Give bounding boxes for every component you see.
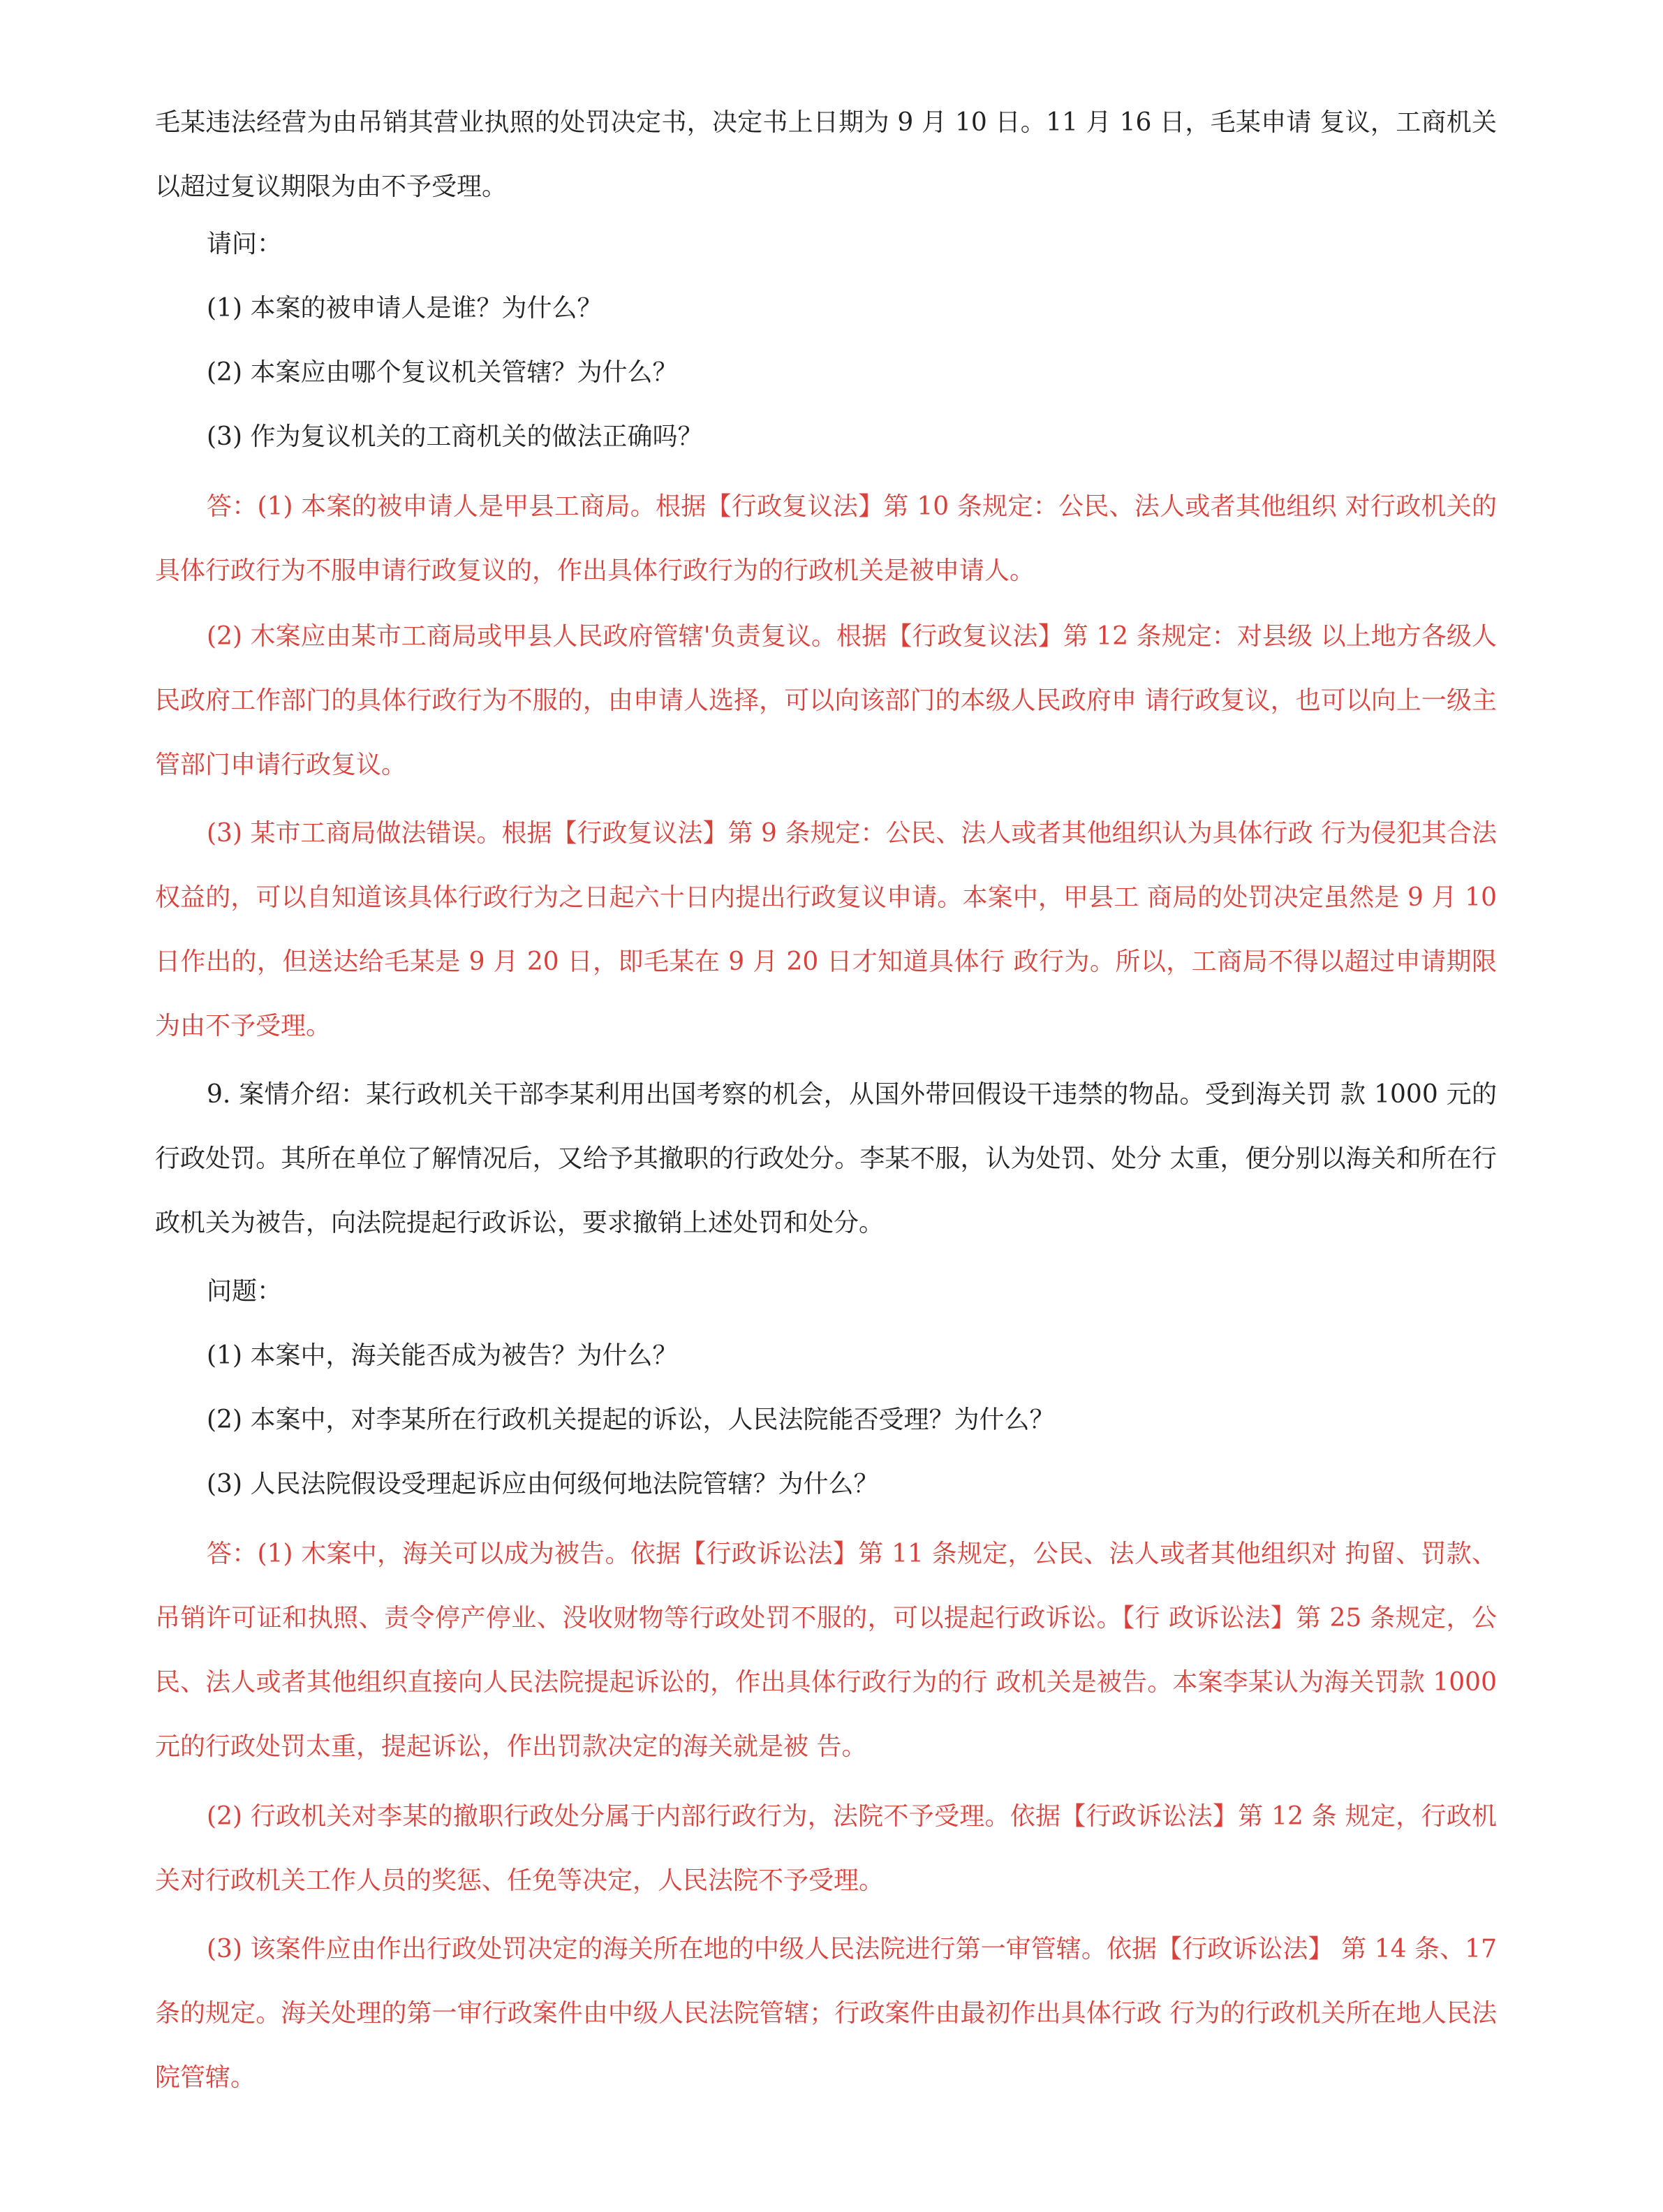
- case-9-answer-2: (2) 行政机关对李某的撤职行政处分属于内部行政行为，法院不予受理。依据【行政诉讼法】第 12 条 规定，行政机关对行政机关工作人员的奖惩、任免等决定，人民法院不予受理。: [155, 1802, 1497, 1895]
- case-continuation-paragraph: 毛某违法经营为由吊销其营业执照的处罚决定书，决定书上日期为 9 月 10 日。11 月 16 日，毛某申请 复议，工商机关以超过复议期限为由不予受理。: [155, 108, 1497, 201]
- question-3: (3) 作为复议机关的工商机关的做法正确吗？: [207, 422, 703, 451]
- case-9-paragraph: 9. 案情介绍：某行政机关干部李某利用出国考察的机会，从国外带回假设干违禁的物品。受到海关罚 款 1000 元的行政处罚。其所在单位了解情况后，又给予其撤职的行政处分。李某不服，认为处罚、处分 太重，便分别以海关和所在行政机关为被告，向法院提起行政诉讼，要求撤销上述处罚和处分。: [155, 1080, 1497, 1237]
- answer-1: 答：(1) 本案的被申请人是甲县工商局。根据【行政复议法】第 10 条规定：公民、法人或者其他组织 对行政机关的具体行政行为不服申请行政复议的，作出具体行政行为的行政机关是被申请人。: [155, 492, 1497, 585]
- case-9-answer-3: (3) 该案件应由作出行政处罚决定的海关所在地的中级人民法院进行第一审管辖。依据【行政诉讼法】 第 14 条、17 条的规定。海关处理的第一审行政案件由中级人民法院管辖；行政案件由最初作出具体行政 行为的行政机关所在地人民法院管辖。: [155, 1935, 1497, 2092]
- question-heading-2: 问题：: [207, 1277, 283, 1306]
- case-9-question-3: (3) 人民法院假设受理起诉应由何级何地法院管辖？为什么？: [207, 1470, 879, 1498]
- answer-2: (2) 木案应由某市工商局或甲县人民政府管辖'负责复议。根据【行政复议法】第 12 条规定：对县级 以上地方各级人民政府工作部门的具体行政行为不服的，由申请人选择，可以向该部门的本级人民政府申 请行政复议，也可以向上一级主管部门申请行政复议。: [155, 622, 1497, 779]
- question-heading: 请问：: [207, 230, 283, 258]
- case-9-question-1: (1) 本案中，海关能否成为被告？为什么？: [207, 1341, 678, 1370]
- answer-3: (3) 某市工商局做法错误。根据【行政复议法】第 9 条规定：公民、法人或者其他组织认为具体行政 行为侵犯其合法权益的，可以自知道该具体行政行为之日起六十日内提出行政复议申请。本案中，甲县工 商局的处罚决定虽然是 9 月 10 日作出的，但送达给毛某是 9 月 20 日，即毛某在 9 月 20 日才知道具体行 政行为。所以，工商局不得以超过申请期限为由不予受理。: [155, 819, 1497, 1040]
- case-9-question-2: (2) 本案中，对李某所在行政机关提起的诉讼，人民法院能否受理？为什么？: [207, 1406, 1055, 1434]
- case-9-answer-1: 答：(1) 木案中，海关可以成为被告。依据【行政诉讼法】第 11 条规定，公民、法人或者其他组织对 拘留、罚款、吊销许可证和执照、责令停产停业、没收财物等行政处罚不服的，可以提起行政诉讼。【行 政诉讼法】第 25 条规定，公民、法人或者其他组织直接向人民法院提起诉讼的，作出具体行政行为的行 政机关是被告。本案李某认为海关罚款 1000 元的行政处罚太重，提起诉讼，作出罚款决定的海关就是被 告。: [155, 1540, 1497, 1761]
- question-2: (2) 本案应由哪个复议机关管辖？为什么？: [207, 358, 678, 387]
- question-1: (1) 本案的被申请人是谁？为什么？: [207, 294, 603, 323]
